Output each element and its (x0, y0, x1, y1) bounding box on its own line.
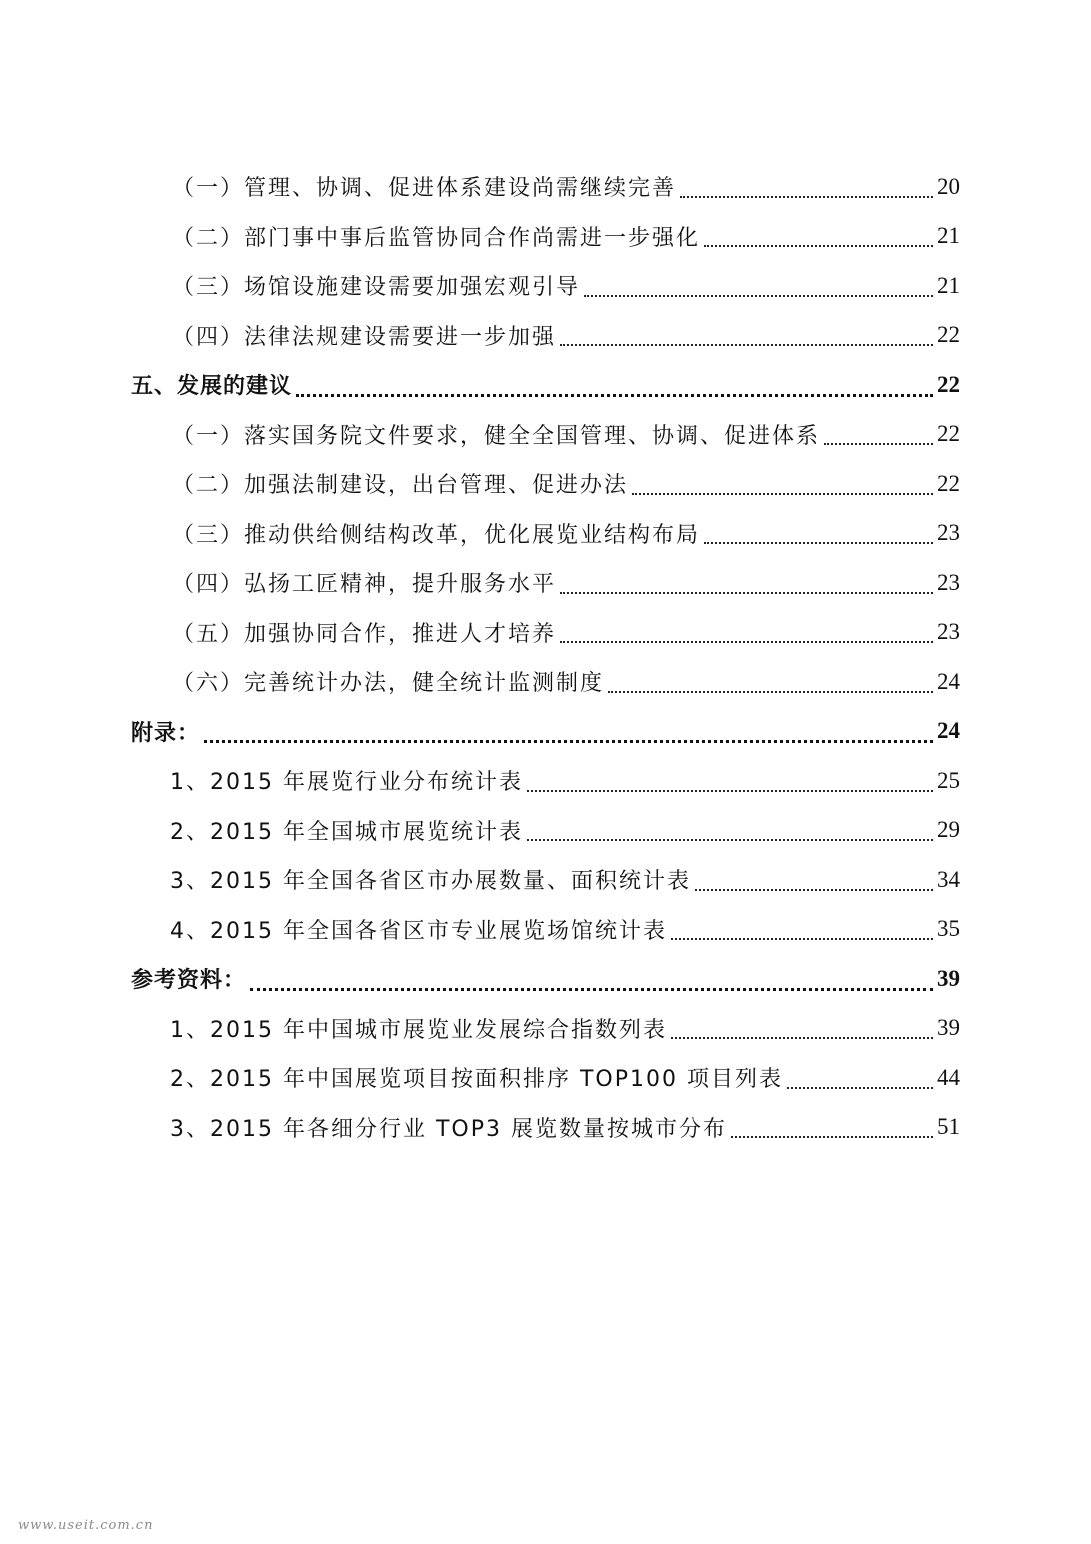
toc-section-heading[interactable] (0, 360, 1091, 410)
toc-entry[interactable] (0, 1053, 1091, 1103)
toc-entry[interactable] (0, 261, 1091, 311)
toc-entry-title: 1、2015 年展览行业分布统计表 (170, 770, 523, 796)
toc-entry[interactable] (0, 459, 1091, 509)
toc-entry[interactable] (0, 756, 1091, 806)
dot-leader (632, 492, 933, 495)
toc-entry-title: （三）推动供给侧结构改革，优化展览业结构布局 (172, 522, 701, 548)
dot-leader (680, 195, 933, 198)
dot-leader (704, 541, 933, 544)
dot-leader (824, 442, 933, 445)
toc-entry-page: 35 (937, 916, 960, 942)
toc-entry-title: 1、2015 年中国城市展览业发展综合指数列表 (170, 1017, 667, 1043)
toc-entry-page: 24 (937, 668, 960, 694)
toc-entry-title: （三）场馆设施建设需要加强宏观引导 (172, 275, 581, 301)
toc-section-heading[interactable] (0, 707, 1091, 757)
toc-entry-title: 2、2015 年中国展览项目按面积排序 TOP100 项目列表 (170, 1067, 783, 1093)
toc-entry-title: 参考资料： (131, 968, 247, 994)
dot-leader (560, 591, 933, 594)
dot-leader (584, 294, 933, 297)
toc-entry-page: 39 (937, 1015, 960, 1041)
dot-leader (704, 244, 933, 247)
toc-entry[interactable] (0, 855, 1091, 905)
toc-entry-title: （五）加强协同合作，推进人才培养 (172, 621, 557, 647)
toc-entry-title: （一）落实国务院文件要求，健全全国管理、协调、促进体系 (172, 423, 821, 449)
dot-leader (204, 739, 933, 743)
dot-leader (608, 690, 933, 693)
toc-entry-page: 22 (937, 322, 960, 348)
dot-leader (560, 640, 933, 643)
toc-entry-title: （四）弘扬工匠精神，提升服务水平 (172, 572, 557, 598)
toc-entry-title: 4、2015 年全国各省区市专业展览场馆统计表 (170, 918, 667, 944)
toc-entry[interactable] (0, 212, 1091, 262)
toc-entry[interactable] (0, 1103, 1091, 1153)
toc-entry-page: 44 (937, 1064, 960, 1090)
dot-leader (527, 789, 933, 792)
toc-entry-page: 51 (937, 1114, 960, 1140)
dot-leader (695, 888, 933, 891)
toc-entry-page: 23 (937, 569, 960, 595)
toc-entry-title: （一）管理、协调、促进体系建设尚需继续完善 (172, 176, 677, 202)
toc-section-heading[interactable] (0, 954, 1091, 1004)
toc-entry-page: 29 (937, 817, 960, 843)
toc-entry[interactable] (0, 410, 1091, 460)
toc-entry[interactable] (0, 905, 1091, 955)
dot-leader (787, 1086, 933, 1089)
dot-leader (671, 937, 933, 940)
toc-entry-page: 23 (937, 520, 960, 546)
toc-entry-page: 23 (937, 619, 960, 645)
toc-entry[interactable] (0, 608, 1091, 658)
toc-entry-page: 24 (937, 718, 960, 744)
toc-entry-page: 20 (937, 173, 960, 199)
toc-entry[interactable] (0, 162, 1091, 212)
toc-entry[interactable] (0, 1004, 1091, 1054)
toc-entry-page: 39 (937, 965, 960, 991)
toc-entry-title: 3、2015 年各细分行业 TOP3 展览数量按城市分布 (170, 1116, 727, 1142)
toc-entry-page: 34 (937, 866, 960, 892)
toc-entry-title: 3、2015 年全国各省区市办展数量、面积统计表 (170, 869, 691, 895)
dot-leader (560, 343, 933, 346)
dot-leader (296, 393, 933, 397)
table-of-contents (0, 162, 1091, 1152)
dot-leader (250, 987, 933, 991)
toc-entry[interactable] (0, 558, 1091, 608)
toc-entry-page: 22 (937, 470, 960, 496)
toc-entry[interactable] (0, 806, 1091, 856)
toc-entry-title: （二）部门事中事后监管协同合作尚需进一步强化 (172, 225, 701, 251)
toc-entry[interactable] (0, 509, 1091, 559)
toc-entry[interactable] (0, 657, 1091, 707)
toc-entry-title: （四）法律法规建设需要进一步加强 (172, 324, 557, 350)
dot-leader (731, 1135, 933, 1138)
dot-leader (527, 838, 933, 841)
toc-entry-page: 21 (937, 272, 960, 298)
toc-entry-title: （二）加强法制建设，出台管理、促进办法 (172, 473, 629, 499)
dot-leader (671, 1036, 933, 1039)
toc-entry-title: 五、发展的建议 (131, 374, 293, 400)
toc-entry-title: 附录： (131, 720, 201, 746)
toc-entry-page: 22 (937, 421, 960, 447)
toc-entry[interactable] (0, 311, 1091, 361)
toc-entry-title: （六）完善统计办法，健全统计监测制度 (172, 671, 605, 697)
toc-entry-page: 21 (937, 223, 960, 249)
toc-entry-page: 25 (937, 767, 960, 793)
toc-entry-page: 22 (937, 371, 960, 397)
toc-entry-title: 2、2015 年全国城市展览统计表 (170, 819, 523, 845)
watermark: www.useit.com.cn (18, 1518, 154, 1533)
